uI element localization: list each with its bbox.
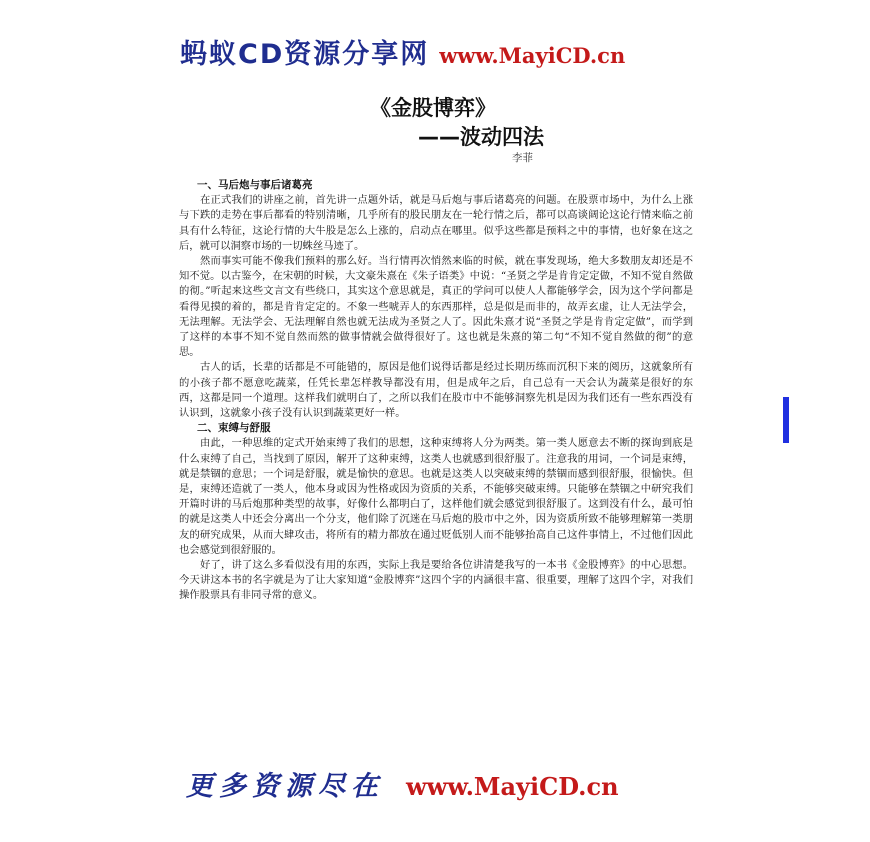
- paragraph: 然而事实可能不像我们预料的那么好。当行情再次悄然来临的时候，就在事发现场，绝大多数朋友却还是不知不觉。以古鉴今，在宋朝的时候，大文豪朱熹在《朱子语类》中说：“圣贤之学是肯肯定定做，不知不觉自然做的彻。”听起来这些文言文有些绕口，其实这个意思就是，真正的学问可以使人人都能够学会，因为这个学问都是看得见摸的着的，都是肯肯定定的。不象一些唬弄人的东西那样，总是似是而非的，故弄玄虚，让人无法学会，无法理解。无法学会、无法理解自然也就无法成为圣贤之人了。因此朱熹才说“圣贤之学是肯肯定定做”，而学到了这样的本事不知不觉自然而然的做事情就会做得很好了。这也就是朱熹的第二句“不知不觉自然做的彻”的意思。: [179, 255, 693, 359]
- side-marker-bar: [783, 397, 789, 443]
- document-body: [179, 178, 693, 604]
- paragraph: 由此，一种思维的定式开始束缚了我们的思想，这种束缚将人分为两类。第一类人愿意去不断的探询到底是什么束缚了自己，当找到了原因，解开了这种束缚，这类人也就感到很舒服了。注意我的用词，一个词是束缚，就是禁锢的意思；一个词是舒服，就是愉快的意思。也就是这类人以突破束缚的禁锢而感到很舒服，很愉快。但是，束缚还造就了一类人，他本身或因为性格或因为资质的关系，不能够突破束缚。只能够在禁锢之中研究我们开篇时讲的马后炮那种类型的故事，好像什么都明白了，这样他们就会感觉到很舒服了。这到没有什么，最可怕的就是这类人中还会分离出一个分支，他们除了沉迷在马后炮的股市中之外，因为资质所致不能够理解第一类朋友的研究成果，从而大肆攻击，将所有的精力都放在通过贬低别人而不能够抬高自己这件事情上，不过他们因此也会感觉到很舒服的。: [179, 437, 693, 556]
- footer-banner-text: 更多资源尽在: [186, 771, 384, 802]
- document-title: 《金股博弈》: [370, 96, 496, 120]
- paragraph: 好了，讲了这么多看似没有用的东西，实际上我是要给各位讲清楚我写的一本书《金股博弈》的中心思想。今天讲这本书的名字就是为了让大家知道“金股博弈”这四个字的内涵很丰富、很重要，理解了这四个字，对我们操作股票具有非同寻常的意义。: [179, 559, 693, 602]
- document-author: 李菲: [512, 152, 533, 164]
- header-banner: [180, 32, 625, 71]
- header-banner-text: 蚂蚁CD资源分享网: [180, 39, 430, 70]
- section-heading: 一、马后炮与事后诸葛亮: [197, 179, 313, 191]
- paragraph: 古人的话，长辈的话都是不可能错的，原因是他们说得话都是经过长期历练而沉积下来的阅历，这就象所有的小孩子都不愿意吃蔬菜，任凭长辈怎样教导都没有用，但是成年之后，自己总有一天会认为蔬菜是很好的东西，这都是同一个道理。这样我们就明白了，之所以我们在股市中不能够洞察先机是因为我们还有一些东西没有认识到，这就象小孩子没有认识到蔬菜更好一样。: [179, 361, 693, 420]
- footer-banner: [186, 764, 619, 803]
- footer-banner-url[interactable]: www.MayiCD.cn: [406, 772, 619, 801]
- section-heading: 二、束缚与舒服: [197, 422, 271, 435]
- document-subtitle: ——波动四法: [418, 125, 544, 149]
- paragraph: 在正式我们的讲座之前，首先讲一点题外话，就是马后炮与事后诸葛亮的问题。在股票市场中，为什么上涨与下跌的走势在事后都看的特别清晰，几乎所有的股民朋友在一轮行情之后，都可以高谈阔论这论行情来临之前具有什么特征，这论行情的大牛股是怎么上涨的，启动点在哪里。似乎这些都是预料之中的事情，也好象在这之后，就可以洞察市场的一切蛛丝马迹了。: [179, 194, 693, 252]
- header-banner-url[interactable]: www.MayiCD.cn: [439, 43, 626, 68]
